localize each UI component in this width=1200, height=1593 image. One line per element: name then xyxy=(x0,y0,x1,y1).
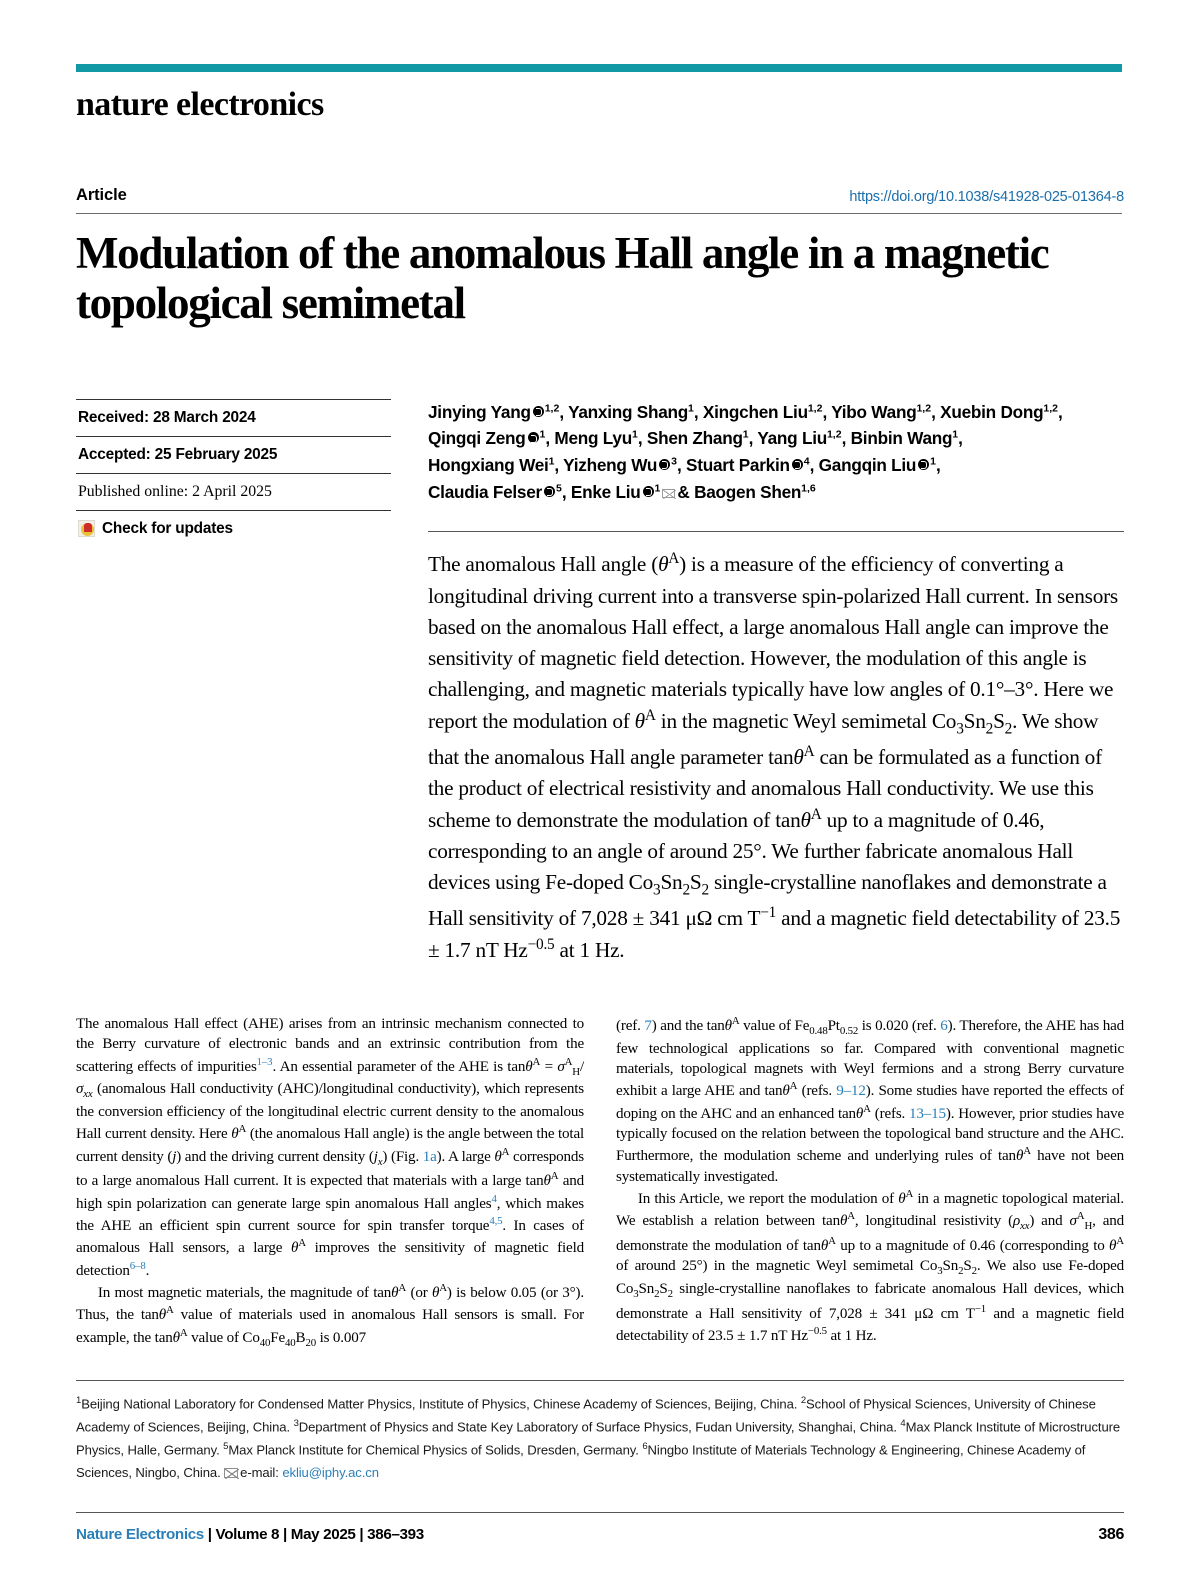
author-name[interactable]: Stuart Parkin xyxy=(686,455,790,476)
received-date: Received: 28 March 2024 xyxy=(78,408,256,426)
paragraph: In most magnetic materials, the magnitude of tanθ$^A$ (or $\theta^A$) is below 0.05 (or 3°). Thus, the tanθ$^A$ value of materials used in anomalous Hall sensors is small. For example, the tanθ$^A$ value of $Co_{40}Fe_{40}B_{20}$ is 0.007 xyxy=(76,1281,584,1349)
orcid-icon[interactable] xyxy=(643,486,654,497)
orcid-icon[interactable] xyxy=(533,406,544,417)
metadata-and-authors xyxy=(76,399,1124,966)
publication-metadata xyxy=(76,399,411,966)
footer-journal-name[interactable]: Nature Electronics xyxy=(76,1526,204,1544)
affiliations-text: $^1$Beijing National Laboratory for Condensed Matter Physics, Institute of Physics, Chinese Academy of Sciences, Beijing, China. $^2$School of Physical Sciences, University of Chinese Academy of Sciences, Beijing, China. $^3$Department of Physics and State Key Laboratory of Surface Physics, Fudan University, Shanghai, China. $^4$Max Planck Institute of Microstructure Physics, Halle, Germany. $^5$Max Planck Institute for Chemical Physics of Solids, Dresden, Germany. $^6$Ningbo Institute of Materials Technology & Engineering, Chinese Academy of Sciences, Ningbo, China. e-mail: ekliu@iphy.ac.cn xyxy=(76,1395,1121,1480)
article-type-label: Article xyxy=(76,186,127,204)
footer-volume-info: | Volume 8 | May 2025 | 386–393 xyxy=(203,1526,424,1544)
crossmark-icon xyxy=(78,520,95,537)
paragraph: (ref. 7) and the tanθ$^A$ value of $Fe_{0.48}Pt_{0.52}$ is 0.020 (ref. 6). Therefore, the AHE has had few technological applications so far. Compared with conventional magnetic materials, topological magnets with Weyl fermions and a strong Berry curvature exhibit a large AHE and tanθ$^A$ (refs. 9–12). Some studies have reported the effects of doping on the AHC and an enhanced tanθ$^A$ (refs. 13–15). However, prior studies have typically focused on the relation between the topological band structure and the AHC. Furthermore, the modulation scheme and underlying rules of tanθ$^A$ have not been systematically investigated. xyxy=(616,1015,1124,1185)
check-for-updates-button[interactable] xyxy=(76,511,391,547)
brand-accent-bar xyxy=(76,64,1122,72)
author-name[interactable]: Yanxing Shang xyxy=(568,401,689,422)
footer-citation xyxy=(76,1526,424,1543)
author-name[interactable]: Xuebin Dong xyxy=(940,401,1044,422)
orcid-icon[interactable] xyxy=(792,459,803,470)
author-name[interactable]: Qingqi Zeng xyxy=(428,428,526,449)
authors-and-abstract xyxy=(411,399,1124,966)
page-number: 386 xyxy=(1098,1526,1124,1544)
author-name[interactable]: Yang Liu xyxy=(757,428,827,449)
accepted-date: Accepted: 25 February 2025 xyxy=(78,445,278,463)
author-name[interactable]: Enke Liu xyxy=(570,481,641,502)
corresponding-author-envelope-icon[interactable] xyxy=(662,489,675,498)
abstract-text: The anomalous Hall angle $(\theta^A)$ is a measure of the efficiency of converting a longitudinal driving current into a transverse spin-polarized Hall current. In sensors based on the anomalous Hall effect, a large anomalous Hall angle can improve the sensitivity of magnetic field detection. However, the modulation of this angle is challenging, and magnetic materials typically have low angles of 0.1°–3°. Here we report the modulation of $\theta^A$ in the magnetic Weyl semimetal $Co_3Sn_2S_2$. We show that the anomalous Hall angle parameter tanθ$^A$ can be formulated as a function of the product of electrical resistivity and anomalous Hall conductivity. We use this scheme to demonstrate the modulation of tanθ$^A$ up to a magnitude of 0.46, corresponding to an angle of around 25°. We further fabricate anomalous Hall devices using Fe-doped $Co_3Sn_2S_2$ single-crystalline nanoflakes and demonstrate a Hall sensitivity of 7,028 ± 341 μΩ cm $T^{-1}$ and a magnetic field detectability of 23.5 ± 1.7 nT $Hz^{-0.5}$ at 1 Hz. xyxy=(428,550,1121,963)
paragraph: In this Article, we report the modulation of $\theta^A$ in a magnetic topological material. We establish a relation between tanθ$^A$, longitudinal resistivity $(\rho_{xx})$ and $\sigma^A_H$, and demonstrate the modulation of tanθ$^A$ up to a magnitude of 0.46 (corresponding to $\theta^A$ of around 25°) in the magnetic Weyl semimetal $Co_3Sn_2S_2$. We also use Fe-doped $Co_3Sn_2S_2$ single-crystalline nanoflakes to fabricate anomalous Hall devices, which demonstrate a Hall sensitivity of 7,028 ± 341 μΩ cm $T^{-1}$ and a magnetic field detectability of 23.5 ± 1.7 nT $Hz^{-0.5}$ at 1 Hz. xyxy=(616,1187,1125,1344)
email-envelope-icon xyxy=(224,1468,238,1478)
author-name[interactable]: Shen Zhang xyxy=(646,428,743,449)
abstract-divider xyxy=(428,531,1124,532)
author-list: Jinying Yang $^{1,2}$, Yanxing Shang$^1$, Xingchen Liu$^{1,2}$, Yibo Wang$^{1,2}$, Xuebin Dong$^{1,2}$, Qingqi Zeng $^1$, Meng Lyu$^1$, Shen Zhang$^1$, Yang Liu$^{1,2}$, Binbin Wang$^1$, Hongxiang Wei$^1$, Yizheng Wu $^3$, Stuart Parkin $^4$, Gangqin Liu $^1$, Claudia Felser $^5$, Enke Liu $^1$ & Baogen Shen$^{1,6}$ xyxy=(428,401,1063,502)
citation-ref[interactable]: 13–15 xyxy=(909,1105,946,1122)
citation-ref[interactable]: 6 xyxy=(940,1018,948,1035)
author-name[interactable]: Baogen Shen xyxy=(694,481,802,502)
email-label: e-mail: xyxy=(240,1464,279,1480)
author-name[interactable]: Yizheng Wu xyxy=(563,455,658,476)
author-name[interactable]: Xingchen Liu xyxy=(702,401,808,422)
citation-ref[interactable]: 6–8 xyxy=(129,1259,146,1272)
author-name[interactable]: Gangqin Liu xyxy=(818,455,917,476)
footer-divider xyxy=(76,1512,1124,1513)
orcid-icon[interactable] xyxy=(918,459,929,470)
article-body xyxy=(76,1014,1124,1350)
header-divider xyxy=(76,213,1122,214)
journal-masthead: nature electronics xyxy=(76,86,324,123)
author-name[interactable]: Binbin Wang xyxy=(850,428,953,449)
orcid-icon[interactable] xyxy=(544,486,555,497)
author-name[interactable]: Yibo Wang xyxy=(831,401,917,422)
author-name[interactable]: Hongxiang Wei xyxy=(428,455,549,476)
figure-ref[interactable]: 1a xyxy=(422,1148,437,1165)
citation-ref[interactable]: 9–12 xyxy=(836,1083,866,1100)
author-name[interactable]: Jinying Yang xyxy=(428,401,531,422)
check-for-updates-label: Check for updates xyxy=(102,519,233,537)
article-page xyxy=(76,0,1124,1593)
citation-ref[interactable]: 4 xyxy=(491,1192,497,1205)
paragraph: The anomalous Hall effect (AHE) arises from an intrinsic mechanism connected to the Berry curvature of electronic bands and an extrinsic contribution from the scattering effects of impurities$^{1-3}$. An essential parameter of the AHE is $\tan\theta^A = \sigma^A_H/\sigma_{xx}$ (anomalous Hall conductivity (AHC)/longitudinal conductivity), which represents the conversion efficiency of the longitudinal electric current density to the anomalous Hall current density. Here $\theta^A$ (the anomalous Hall angle) is the angle between the total current density (j) and the driving current density $(j_x)$ (Fig. 1a). A large $\theta^A$ corresponds to a large anomalous Hall current. It is expected that materials with a large tanθ$^A$ and high spin polarization can generate large spin anomalous Hall angles$^4$, which makes the AHE an efficient spin current source for spin transfer torque$^{4,5}$. In cases of anomalous Hall sensors, a large $\theta^A$ improves the sensitivity of magnetic field detection$^{6-8}$. xyxy=(76,1016,585,1279)
citation-ref[interactable]: 1–3 xyxy=(256,1055,273,1068)
author-name[interactable]: Meng Lyu xyxy=(554,428,632,449)
page-title: Modulation of the anomalous Hall angle in a magnetic topological semimetal xyxy=(76,228,1049,329)
author-name[interactable]: Claudia Felser xyxy=(428,481,542,502)
citation-ref[interactable]: 4,5 xyxy=(489,1214,503,1227)
doi-link[interactable]: https://doi.org/10.1038/s41928-025-01364-8 xyxy=(849,189,1124,205)
orcid-icon[interactable] xyxy=(528,432,539,443)
affiliations-divider xyxy=(76,1380,1124,1381)
body-column-right xyxy=(616,1014,1124,1350)
article-type-row xyxy=(76,186,1124,205)
page-footer xyxy=(76,1526,1124,1544)
body-column-left xyxy=(76,1014,584,1350)
orcid-icon[interactable] xyxy=(659,459,670,470)
published-date: Published online: 2 April 2025 xyxy=(78,482,272,500)
corresponding-email-link[interactable]: ekliu@iphy.ac.cn xyxy=(282,1464,379,1480)
citation-ref[interactable]: 7 xyxy=(644,1018,652,1035)
